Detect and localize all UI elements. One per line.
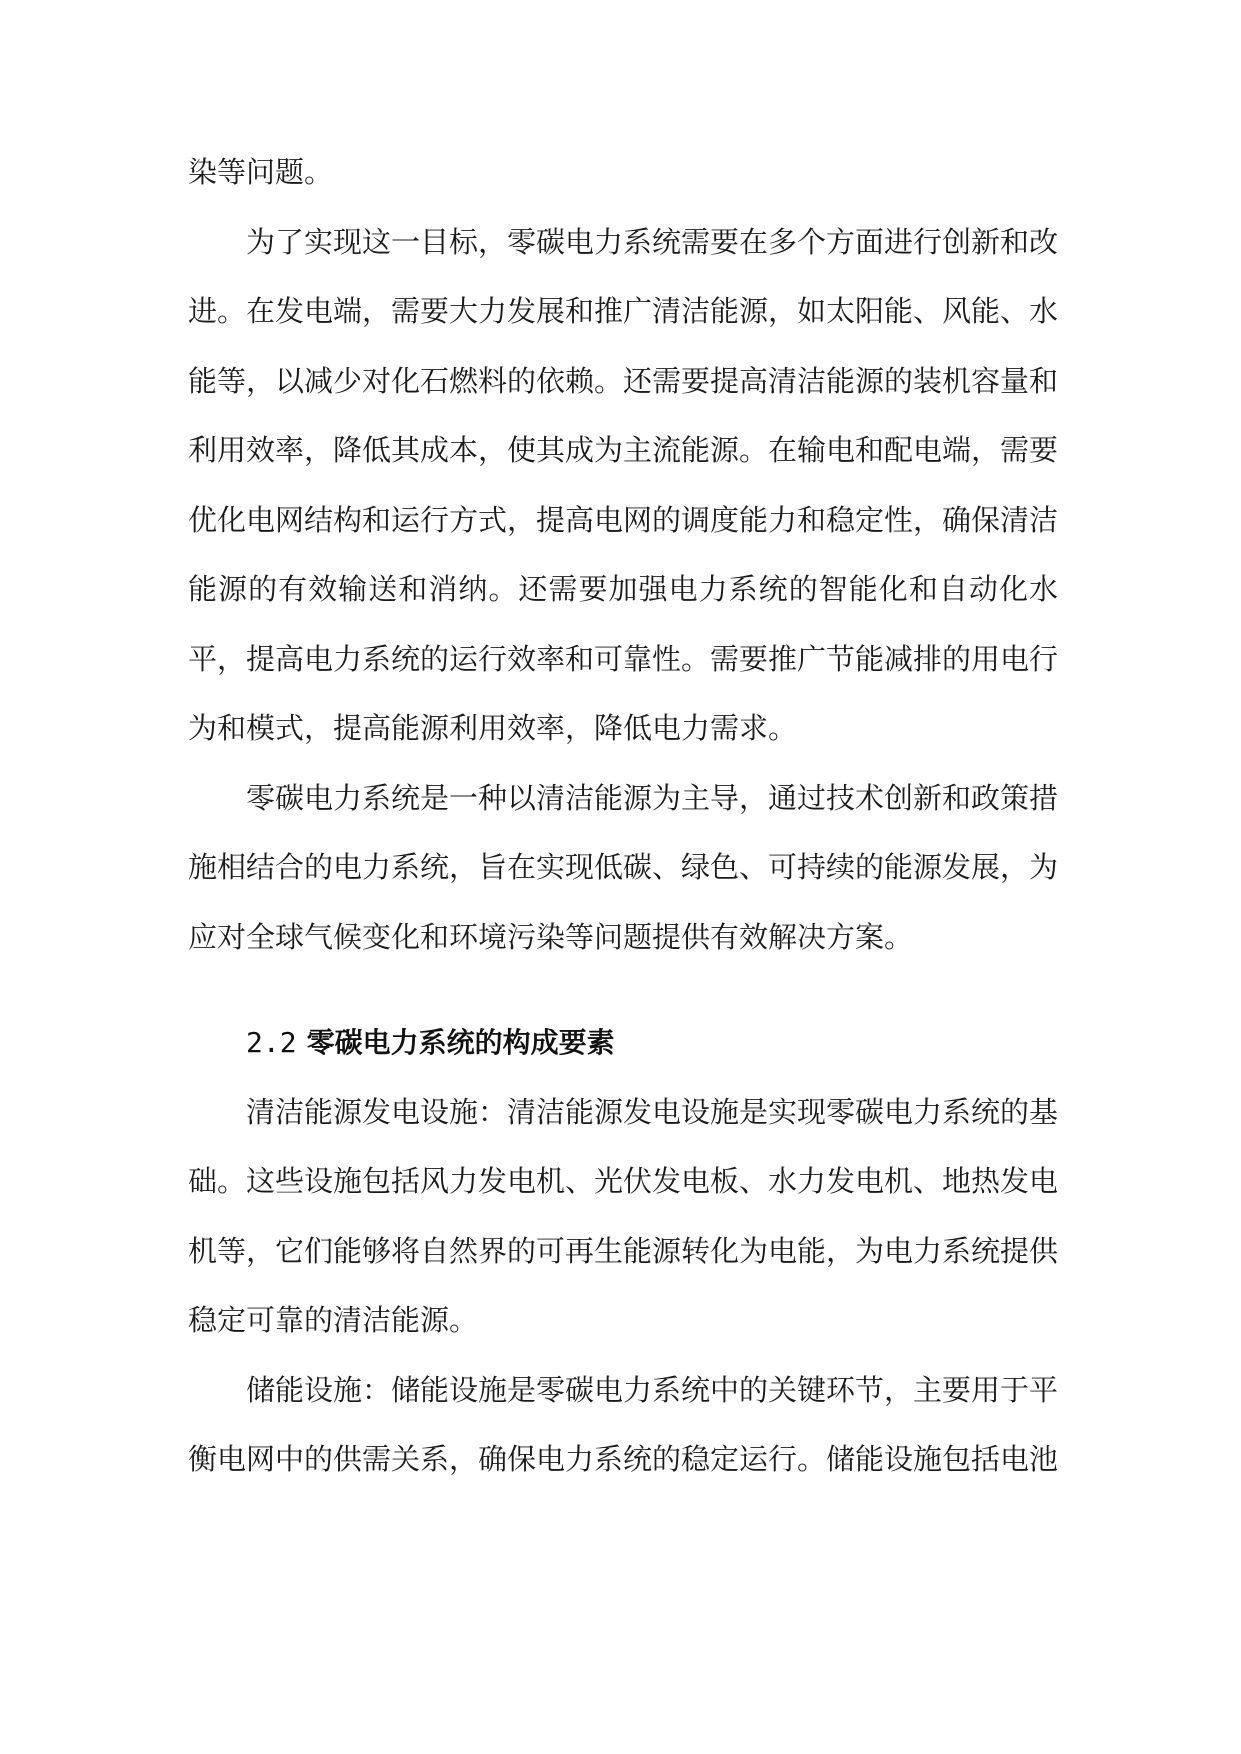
body-text [188, 138, 1058, 1495]
paragraph-goals: 为了实现这一目标，零碳电力系统需要在多个方面进行创新和改进。在发电端，需要大力发展和推广清洁能源，如太阳能、风能、水能等，以减少对化石燃料的依赖。还需要提高清洁能源的装机容量和利用效率，降低其成本，使其成为主流能源。在输电和配电端，需要优化电网结构和运行方式，提高电网的调度能力和稳定性，确保清洁能源的有效输送和消纳。还需要加强电力系统的智能化和自动化水平，提高电力系统的运行效率和可靠性。需要推广节能减排的用电行为和模式，提高能源利用效率，降低电力需求。 [188, 224, 1059, 745]
section-title: 零碳电力系统的构成要素 [306, 1026, 615, 1059]
paragraph-clean-energy: 清洁能源发电设施：清洁能源发电设施是实现零碳电力系统的基础。这些设施包括风力发电机、光伏发电板、水力发电机、地热发电机等，它们能够将自然界的可再生能源转化为电能，为电力系统提供稳定可靠的清洁能源。 [188, 1094, 1059, 1337]
paragraph-continuation: 染等问题。 [188, 155, 334, 189]
section-number: 2.2 [246, 1026, 297, 1059]
paragraph-definition: 零碳电力系统是一种以清洁能源为主导，通过技术创新和政策措施相结合的电力系统，旨在实现低碳、绿色、可持续的能源发展，为应对全球气候变化和环境污染等问题提供有效解决方案。 [188, 780, 1059, 954]
paragraph-storage: 储能设施：储能设施是零碳电力系统中的关键环节，主要用于平衡电网中的供需关系，确保电力系统的稳定运行。储能设施包括电池 [188, 1372, 1059, 1476]
section-heading [188, 1008, 1058, 1078]
